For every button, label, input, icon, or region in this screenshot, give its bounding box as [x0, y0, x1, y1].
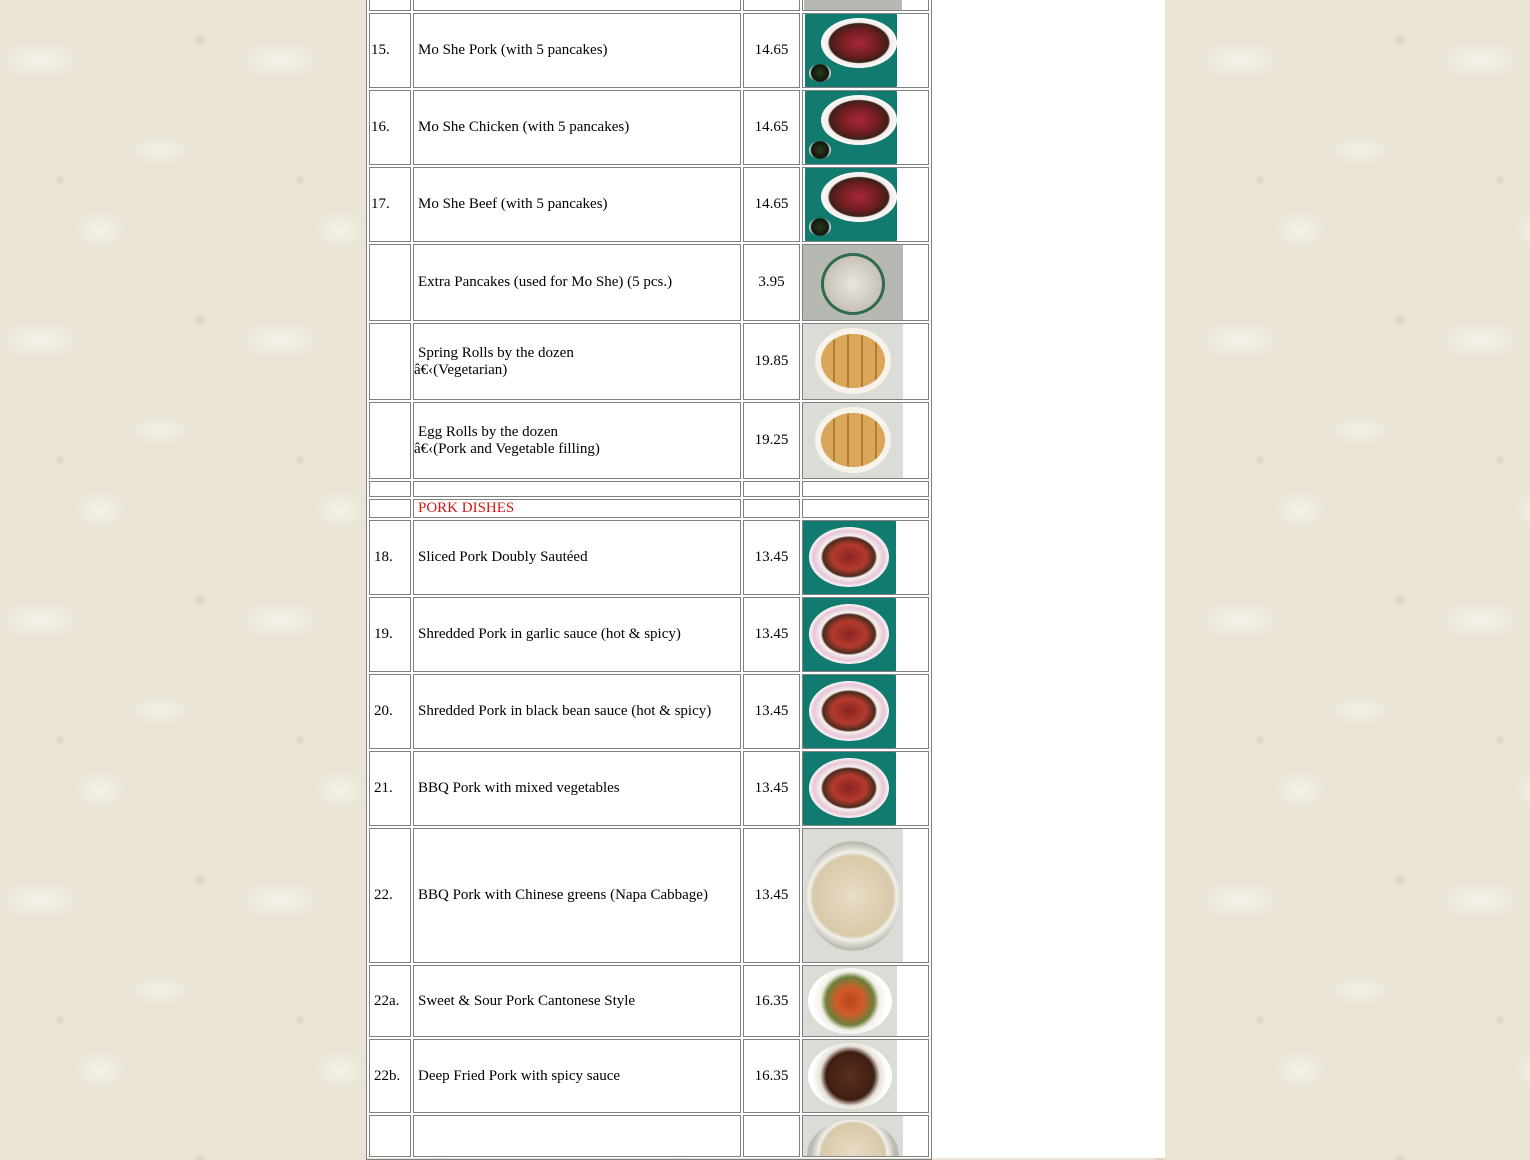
item-number: 22. [374, 887, 393, 903]
bbq-pork-napa-photo[interactable] [803, 829, 903, 962]
spring-rolls-photo[interactable] [803, 324, 903, 399]
item-description: â€‹(Pork and Vegetable filling) [414, 440, 600, 457]
item-number: 16. [371, 119, 390, 135]
table-row [369, 1115, 929, 1157]
sliced-pork-photo[interactable] [803, 521, 896, 594]
item-name: Sweet & Sour Pork Cantonese Style [418, 992, 636, 1009]
item-price: 14.65 [754, 42, 789, 58]
item-name: Shredded Pork in black bean sauce (hot & spicy) [418, 703, 712, 719]
item-number: 15. [371, 42, 390, 58]
table-row [369, 751, 929, 826]
table-row [369, 323, 929, 400]
item-name: Mo She Beef (with 5 pancakes) [418, 196, 608, 212]
item-price: 14.65 [754, 196, 789, 212]
item-name: Mo She Pork (with 5 pancakes) [418, 42, 608, 58]
item-price: 13.45 [754, 780, 789, 796]
item-price: 13.45 [754, 626, 789, 642]
item-name: BBQ Pork with mixed vegetables [418, 780, 620, 796]
item-number: 20. [374, 703, 393, 719]
table-row [369, 1039, 929, 1113]
black-bean-pork-photo[interactable] [803, 675, 896, 748]
pancakes-photo[interactable] [803, 245, 903, 320]
item-number: 17. [371, 196, 390, 212]
section-heading: PORK DISHES [418, 500, 515, 516]
item-number: 18. [374, 549, 393, 565]
dish-photo[interactable] [804, 0, 902, 10]
item-price: 14.65 [754, 119, 789, 135]
table-row [369, 828, 929, 963]
table-row [369, 520, 929, 595]
item-price: 19.25 [754, 432, 789, 448]
item-number: 22b. [374, 1067, 401, 1084]
item-price: 13.45 [754, 703, 789, 719]
item-number: 21. [374, 780, 393, 796]
dish-photo[interactable] [803, 1116, 903, 1156]
egg-rolls-photo[interactable] [803, 403, 903, 478]
item-name: Sliced Pork Doubly Sautéed [418, 549, 588, 565]
item-number: 22a. [374, 992, 400, 1009]
table-row [369, 167, 929, 242]
item-price: 16.35 [754, 1067, 789, 1084]
table-row [369, 965, 929, 1037]
item-name: Mo She Chicken (with 5 pancakes) [418, 119, 630, 135]
item-name: Spring Rolls by the dozen [418, 344, 574, 361]
sweet-sour-pork-photo[interactable] [803, 966, 897, 1036]
mo-she-chicken-photo[interactable] [805, 91, 897, 164]
mo-she-pork-photo[interactable] [805, 14, 897, 87]
bbq-pork-veg-photo[interactable] [803, 752, 896, 825]
item-number: 19. [374, 626, 393, 642]
mo-she-beef-photo[interactable] [805, 168, 897, 241]
table-row [369, 244, 929, 321]
table-row [369, 674, 929, 749]
item-description: â€‹(Vegetarian) [414, 361, 508, 378]
item-name: Deep Fried Pork with spicy sauce [418, 1067, 621, 1084]
table-row [369, 90, 929, 165]
item-price: 3.95 [758, 274, 785, 290]
table-row [369, 481, 929, 497]
item-price: 13.45 [754, 549, 789, 565]
item-price: 16.35 [754, 992, 789, 1009]
table-row [369, 402, 929, 479]
garlic-pork-photo[interactable] [803, 598, 896, 671]
item-name: Egg Rolls by the dozen [418, 423, 558, 440]
item-name: Extra Pancakes (used for Mo She) (5 pcs.) [418, 274, 673, 290]
item-price: 13.45 [754, 887, 789, 903]
item-name: BBQ Pork with Chinese greens (Napa Cabbage) [418, 887, 708, 903]
deep-fried-pork-photo[interactable] [803, 1040, 897, 1112]
page-content [366, 0, 1165, 1158]
table-row [369, 13, 929, 88]
section-row [369, 499, 929, 518]
menu-table [366, 0, 932, 1160]
item-name: Shredded Pork in garlic sauce (hot & spicy) [418, 626, 681, 642]
item-price: 19.85 [754, 353, 789, 369]
table-row [369, 597, 929, 672]
table-row [369, 0, 929, 11]
